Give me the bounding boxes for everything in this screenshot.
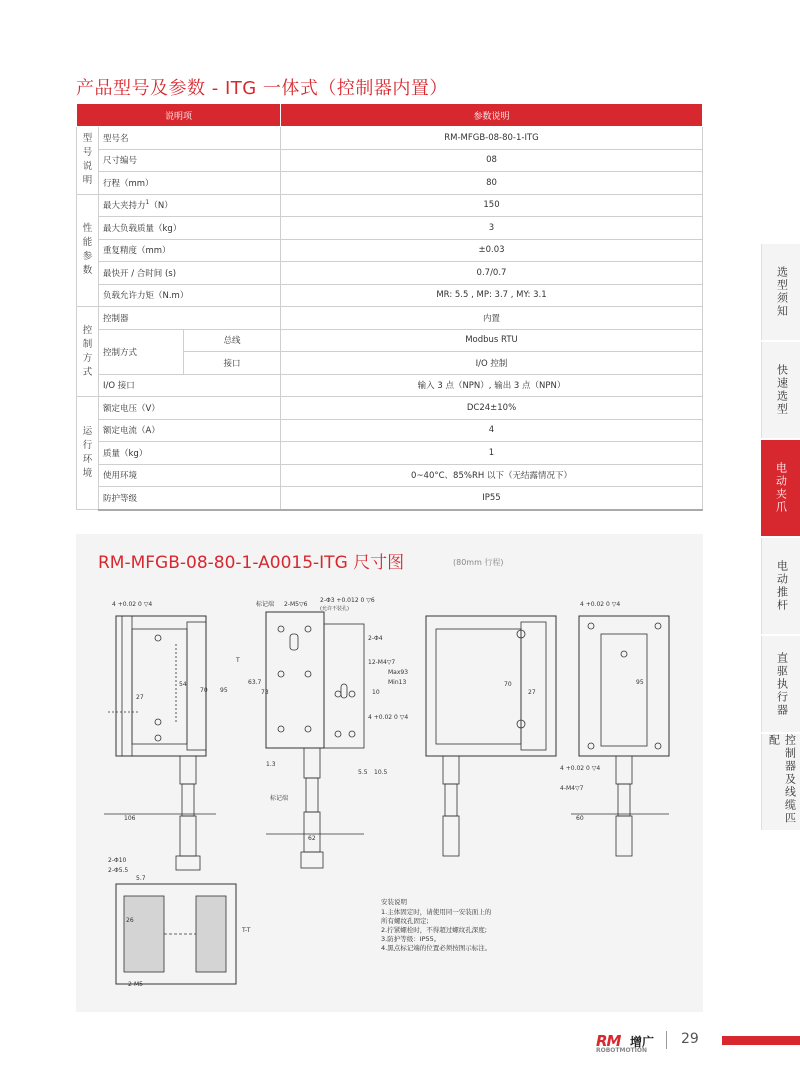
mark-end-1: 标记端: [256, 601, 275, 608]
hole-label-f: 12-M4▽7: [368, 659, 396, 666]
dim-10-5: 10.5: [374, 769, 388, 776]
row-sublabel: 接口: [184, 352, 281, 375]
note-4: 4.黑点标记端的位置必须按图示标注。: [381, 944, 492, 952]
table-row: [77, 262, 703, 285]
hole-label-a: 2-M5▽6: [284, 601, 308, 608]
group-perf: 性能参数: [77, 194, 99, 307]
notes-title: 安装说明: [381, 898, 407, 906]
row-label: 负载允许力矩（N.m）: [99, 284, 281, 307]
nav-tab-electric-gripper[interactable]: 电动夹爪: [761, 440, 800, 536]
dim-106: 106: [124, 815, 136, 822]
table-row: [77, 127, 703, 150]
row-value: Modbus RTU: [281, 329, 703, 352]
row-label: 最快开 / 合时间 (s): [99, 262, 281, 285]
row-value: 输入 3 点（NPN）, 输出 3 点（NPN）: [281, 374, 703, 397]
grip-unit: （N）: [149, 201, 173, 212]
row-value: 08: [281, 149, 703, 172]
row-label: 控制器: [99, 307, 281, 330]
install-notes: [381, 897, 492, 952]
dim-10: 10: [372, 689, 380, 696]
nav-tab-controller-cable[interactable]: 控制器及线缆匹配: [761, 734, 800, 830]
hole-label-h: 2-Φ4: [368, 635, 383, 642]
table-header: [77, 104, 703, 127]
brand-name: 增广: [630, 1035, 655, 1049]
row-value: 0.7/0.7: [281, 262, 703, 285]
row-value: 0~40°C、85%RH 以下（无结露情况下）: [281, 464, 703, 487]
row-label: 最大负载质量（kg）: [99, 217, 281, 240]
group-env: 运行环境: [77, 397, 99, 510]
dim-27-b: 27: [528, 689, 536, 696]
hole-label-b: 2-Φ3 +0.012 0 ▽6: [320, 597, 375, 604]
dim-70-b: 70: [504, 681, 512, 688]
table-row: [77, 172, 703, 195]
view-side-left: [104, 601, 240, 870]
row-value: 内置: [281, 307, 703, 330]
nav-tab-quick-selection[interactable]: 快速选型: [761, 342, 800, 438]
row-label-grip: [99, 194, 281, 217]
row-label: 额定电压（V）: [99, 397, 281, 420]
dim-63: 63.7: [248, 679, 262, 686]
table-row: [77, 149, 703, 172]
dimension-drawing: [76, 534, 703, 1012]
table-row: [77, 329, 703, 352]
view-rear: [426, 616, 556, 856]
row-label: 尺寸编号: [99, 149, 281, 172]
row-value: 4: [281, 419, 703, 442]
row-label: 质量（kg）: [99, 442, 281, 465]
dim-5-5: 5.5: [358, 769, 368, 776]
footer-divider: [666, 1031, 667, 1049]
table-row: [77, 374, 703, 397]
table-row: [77, 239, 703, 262]
row-label: 重复精度（mm）: [99, 239, 281, 262]
group-model: 型号说明: [77, 127, 99, 195]
table-row: [77, 487, 703, 510]
row-label: 使用环境: [99, 464, 281, 487]
dim-26: 26: [126, 917, 134, 924]
hole-label-c: 4 +0.02 0 ▽4: [112, 601, 153, 608]
dim-1-3: 1.3: [266, 761, 276, 768]
dim-95-b: 95: [636, 679, 644, 686]
header-item: 说明项: [77, 104, 281, 127]
row-label: 型号名: [99, 127, 281, 150]
page-number: 29: [681, 1031, 699, 1047]
page-title: 产品型号及参数 - ITG 一体式（控制器内置）: [76, 78, 448, 99]
logo-text: RM: [596, 1032, 621, 1050]
dim-62: 62: [308, 835, 316, 842]
row-label: 行程（mm）: [99, 172, 281, 195]
footer-accent-bar: [722, 1036, 800, 1045]
dim-min: Min13: [388, 679, 407, 686]
hole-label-e2: 4 +0.02 0 ▽4: [560, 765, 601, 772]
view-section: [108, 857, 251, 988]
grip-label: 最大夹持力: [103, 201, 146, 212]
dim-27: 27: [136, 694, 144, 701]
table-row: [77, 217, 703, 240]
dim-95: 95: [220, 687, 228, 694]
group-control: 控制方式: [77, 307, 99, 397]
row-value: ±0.03: [281, 239, 703, 262]
table-row: [77, 442, 703, 465]
hole-label-j: 2-Φ5.5: [108, 867, 129, 874]
dim-54: 54: [179, 681, 187, 688]
spec-table: [76, 103, 703, 511]
hole-label-k: 2-M5: [128, 981, 143, 988]
t-mark: T: [236, 657, 240, 664]
nav-tab-electric-actuator[interactable]: 电动推杆: [761, 538, 800, 634]
dim-60: 60: [576, 815, 584, 822]
note-1b: 所有螺纹孔固定;: [381, 917, 429, 925]
dim-max: Max93: [388, 669, 409, 676]
dim-70: 70: [200, 687, 208, 694]
hole-label-d: 4 +0.02 0 ▽4: [368, 714, 409, 721]
table-row: [77, 397, 703, 420]
section-label: T-T: [242, 927, 251, 934]
hole-label-b-note: (允许不装孔): [320, 606, 349, 612]
row-value: 3: [281, 217, 703, 240]
row-value: DC24±10%: [281, 397, 703, 420]
view-front: [248, 597, 408, 868]
hole-label-i: 2-Φ10: [108, 857, 127, 864]
drawing-title: RM-MFGB-08-80-1-A0015-ITG 尺寸图: [98, 553, 405, 573]
grip-sup: 1: [145, 199, 150, 207]
hole-label-e: 4 +0.02 0 ▽4: [580, 601, 621, 608]
dim-5-7: 5.7: [136, 875, 146, 882]
view-right: [560, 601, 669, 856]
hole-label-g: 4-M4▽7: [560, 785, 584, 792]
row-value: MR: 5.5 , MP: 3.7 , MY: 3.1: [281, 284, 703, 307]
note-3: 3.防护等级：IP55。: [381, 935, 441, 943]
row-label: 额定电流（A）: [99, 419, 281, 442]
mark-end-2: 标记端: [270, 795, 289, 802]
row-value: 1: [281, 442, 703, 465]
drawing-subtitle: (80mm 行程): [453, 558, 504, 567]
row-value: I/O 控制: [281, 352, 703, 375]
table-row: [77, 194, 703, 217]
note-1: 1.主体固定时，请使用同一安装面上的: [381, 908, 492, 916]
table-row: [77, 284, 703, 307]
nav-tab-direct-drive[interactable]: 直驱执行器: [761, 636, 800, 732]
row-value: RM-MFGB-08-80-1-ITG: [281, 127, 703, 150]
header-value: 参数说明: [281, 104, 703, 127]
row-value: IP55: [281, 487, 703, 510]
note-2: 2.拧紧螺栓时，不得超过螺纹孔深度;: [381, 926, 487, 934]
table-row: [77, 464, 703, 487]
table-row: [77, 419, 703, 442]
dim-73: 73: [261, 689, 269, 696]
nav-tab-selection-guide[interactable]: 选型须知: [761, 244, 800, 340]
row-value: 150: [281, 194, 703, 217]
logo-sub: ROBOTMOTION: [596, 1047, 648, 1054]
row-label: 控制方式: [99, 329, 184, 374]
row-label: I/O 接口: [99, 374, 281, 397]
row-value: 80: [281, 172, 703, 195]
row-label: 防护等级: [99, 487, 281, 510]
table-row: [77, 307, 703, 330]
row-sublabel: 总线: [184, 329, 281, 352]
